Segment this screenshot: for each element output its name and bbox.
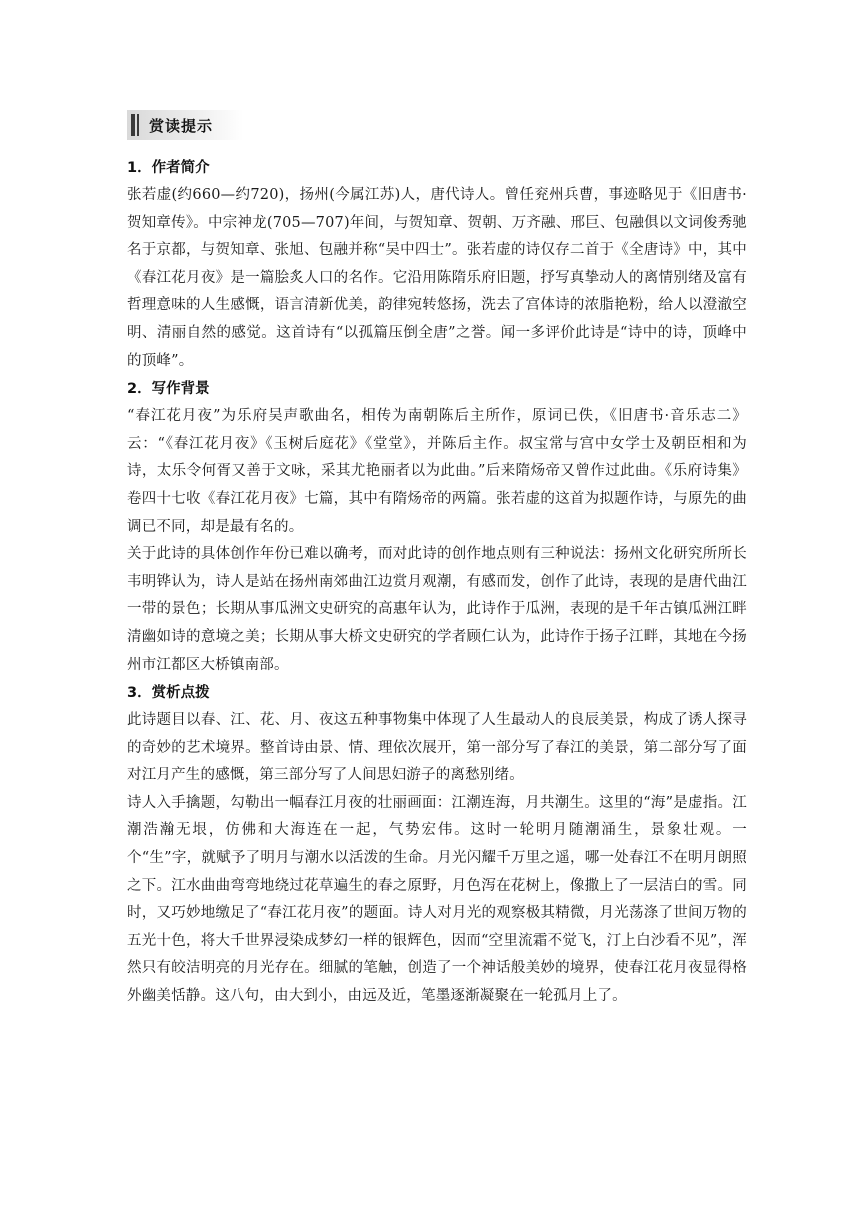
document-page [127,110,747,1011]
section-banner [127,110,243,140]
section-author [127,154,747,375]
paragraph: 关于此诗的具体创作年份已难以确考，而对此诗的创作地点则有三种说法：扬州文化研究所所长韦明铧认为，诗人是站在扬州南郊曲江边赏月观潮，有感而发，创作了此诗，表现的是唐代曲江一带的景色；长期从事瓜洲文史研究的高惠年认为，此诗作于瓜洲，表现的是千年古镇瓜洲江畔清幽如诗的意境之美；长期从事大桥文史研究的学者顾仁认为，此诗作于扬子江畔，其地在今扬州市江都区大桥镇南部。 [127,546,747,673]
section-background [127,375,747,679]
paragraph: 此诗题目以春、江、花、月、夜这五种事物集中体现了人生最动人的良辰美景，构成了诱人探寻的奇妙的艺术境界。整首诗由景、情、理依次展开，第一部分写了春江的美景，第二部分写了面对江月产生的感慨，第三部分写了人间思妇游子的离愁别绪。 [127,712,747,784]
paragraph: 张若虚(约660—约720)，扬州(今属江苏)人，唐代诗人。曾任兖州兵曹，事迹略见于《旧唐书·贺知章传》。中宗神龙(705—707)年间，与贺知章、贺朝、万齐融、邢巨、包融俱以文词俊秀驰名于京都，与贺知章、张旭、包融并称“吴中四士”。张若虚的诗仅存二首于《全唐诗》中，其中《春江花月夜》是一篇脍炙人口的名作。它沿用陈隋乐府旧题，抒写真挚动人的离情别绪及富有哲理意味的人生感慨，语言清新优美，韵律宛转悠扬，洗去了宫体诗的浓脂艳粉，给人以澄澈空明、清丽自然的感觉。这首诗有“以孤篇压倒全唐”之誉。闻一多评价此诗是“诗中的诗，顶峰中的顶峰”。 [127,187,747,369]
banner-bars-icon [131,114,141,136]
section-analysis [127,679,747,1011]
section-heading-analysis: 3．赏析点拨 [127,685,210,702]
section-heading-author: 1．作者简介 [127,160,210,176]
paragraph: 诗人入手擒题，勾勒出一幅春江月夜的壮丽画面：江潮连海，月共潮生。这里的“海”是虚指。江潮浩瀚无垠，仿佛和大海连在一起，气势宏伟。这时一轮明月随潮涌生，景象壮观。一个“生”字，就赋予了明月与潮水以活泼的生命。月光闪耀千万里之遥，哪一处春江不在明月朗照之下。江水曲曲弯弯地绕过花草遍生的春之原野，月色泻在花树上，像撒上了一层洁白的雪。同时，又巧妙地缴足了“春江花月夜”的题面。诗人对月光的观察极其精微，月光荡涤了世间万物的五光十色，将大千世界浸染成梦幻一样的银辉色，因而“空里流霜不觉飞，汀上白沙看不见”，浑然只有皎洁明亮的月光存在。细腻的笔触，创造了一个神话般美妙的境界，使春江花月夜显得格外幽美恬静。这八句，由大到小，由远及近，笔墨逐渐凝聚在一轮孤月上了。 [127,794,747,1005]
section-heading-background: 2．写作背景 [127,381,210,398]
banner-title: 赏读提示 [149,116,214,135]
paragraph: “春江花月夜”为乐府吴声歌曲名，相传为南朝陈后主所作，原词已佚，《旧唐书·音乐志二》云：“《春江花月夜》《玉树后庭花》《堂堂》，并陈后主作。叔宝常与宫中女学士及朝臣相和为诗，太乐令何胥又善于文咏，采其尤艳丽者以为此曲。”后来隋炀帝又曾作过此曲。《乐府诗集》卷四十七收《春江花月夜》七篇，其中有隋炀帝的两篇。张若虚的这首为拟题作诗，与原先的曲调已不同，却是最有名的。 [127,408,747,535]
